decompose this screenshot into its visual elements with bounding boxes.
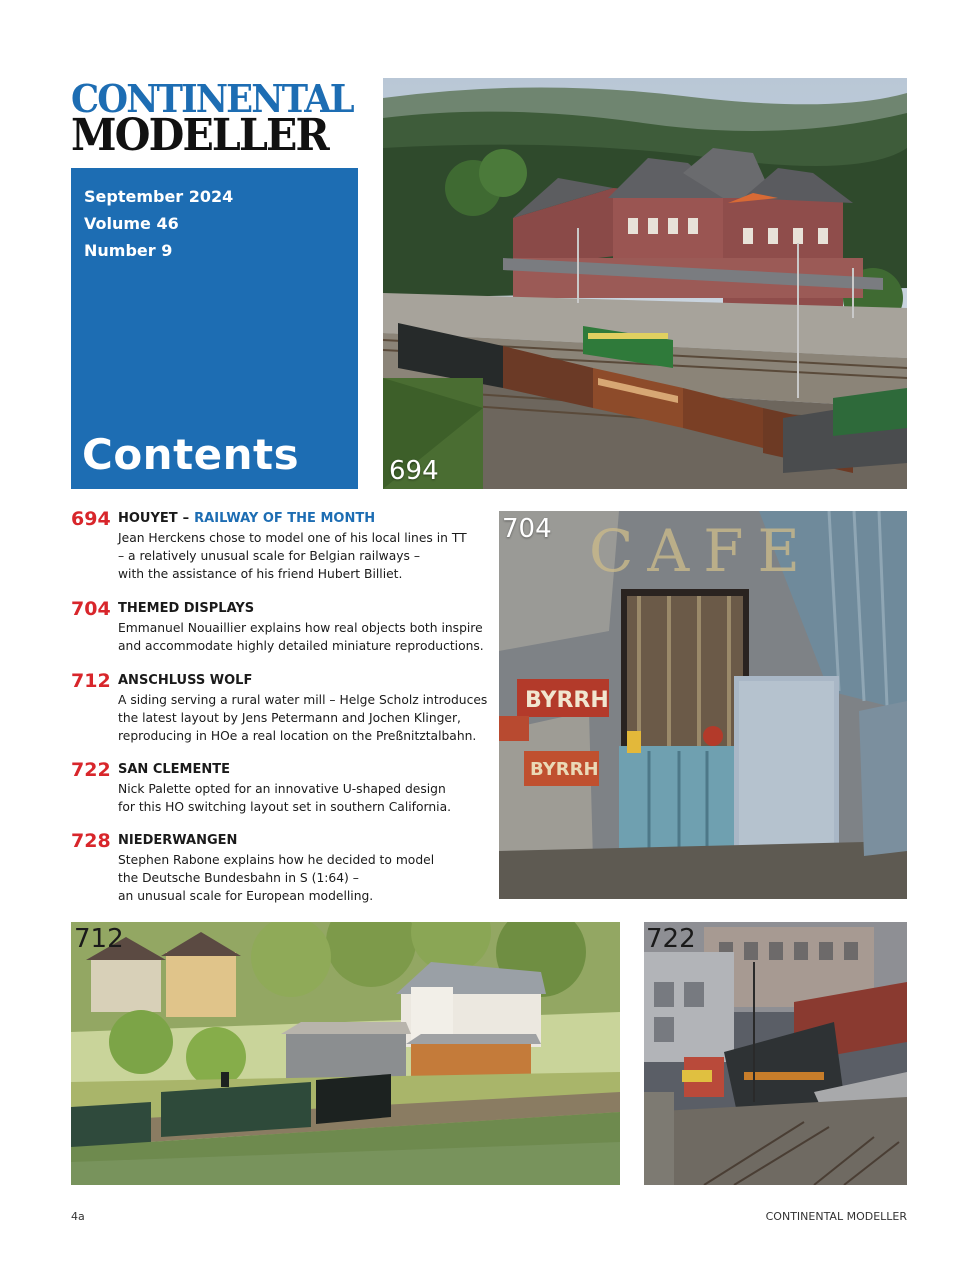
entry-title: ANSCHLUSS WOLF (118, 673, 253, 688)
masthead-modeller: MODELLER (71, 110, 328, 161)
photo-number-722: 722 (646, 924, 696, 954)
footer-magazine-name: CONTINENTAL MODELLER (765, 1210, 907, 1223)
entry-description: Jean Herckens chose to model one of his local lines in TT – a relatively unusual scale for Belgian railways – with the assistance of his friend Hubert Billiet. (118, 531, 467, 581)
photo-number-712: 712 (74, 924, 124, 954)
entry-title: NIEDERWANGEN (118, 833, 238, 848)
entry-page-number: 694 (71, 508, 111, 530)
entry-title: THEMED DISPLAYS (118, 601, 255, 616)
railway-of-the-month-tag: RAILWAY OF THE MONTH (194, 511, 376, 526)
byrrh-sign-lower: BYRRH (530, 759, 599, 780)
entry-page-number: 722 (71, 759, 111, 781)
entry-page-number: 704 (71, 598, 111, 620)
entry-description: Emmanuel Nouaillier explains how real objects both inspire and accommodate highly detailed miniature reproductions. (118, 621, 484, 653)
masthead-continental: CONTINENTAL (71, 76, 353, 121)
entry-title: HOUYET – RAILWAY OF THE MONTH (118, 511, 376, 526)
houyet-station-photo (383, 78, 907, 489)
issue-date: September 2024 (84, 187, 234, 206)
entry-description: A siding serving a rural water mill – Helge Scholz introduces the latest layout by Jens Petermann and Jochen Klinger, reproducing in HOe a real location on the Preßnitztalbahn. (118, 693, 488, 743)
byrrh-sign-upper: BYRRH (525, 688, 609, 713)
entry-title: SAN CLEMENTE (118, 762, 230, 777)
entry-description: Nick Palette opted for an innovative U-shaped design for this HO switching layout set in southern California. (118, 782, 452, 814)
photo-number-704: 704 (502, 514, 552, 544)
water-mill-photo (71, 922, 620, 1185)
houyet-station-illustration (383, 78, 907, 489)
entry-description: Stephen Rabone explains how he decided to model the Deutsche Bundesbahn in S (1:64) – an unusual scale for European modelling. (118, 853, 435, 903)
footer-page-ref: 4a (71, 1210, 85, 1223)
cafe-display-photo (499, 511, 907, 899)
san-clemente-photo (644, 922, 907, 1185)
san-clemente-illustration (644, 922, 907, 1185)
contents-title: Contents (82, 430, 300, 479)
photo-number-694: 694 (389, 456, 439, 486)
cafe-wall-lettering: CAFE (589, 517, 814, 585)
issue-volume: Volume 46 (84, 214, 179, 233)
issue-number: Number 9 (84, 241, 173, 260)
water-mill-illustration (71, 922, 620, 1185)
entry-page-number: 712 (71, 670, 111, 692)
cafe-wall-illustration (499, 511, 907, 899)
entry-page-number: 728 (71, 830, 111, 852)
